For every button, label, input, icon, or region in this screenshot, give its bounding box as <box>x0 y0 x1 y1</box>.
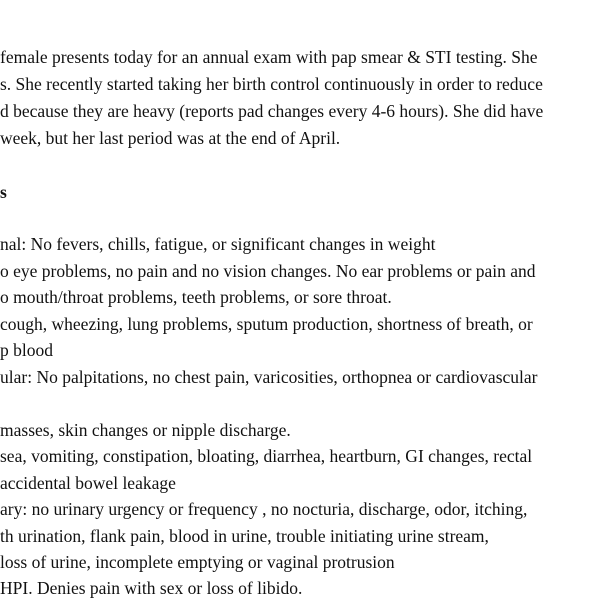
hpi-line: female presents today for an annual exam with pap smear & STI testing. She <box>0 47 538 67</box>
ros-line: HPI. Denies pain with sex or loss of libido. <box>0 578 303 598</box>
ros-line: masses, skin changes or nipple discharge. <box>0 420 291 440</box>
ros-line: ular: No palpitations, no chest pain, varicosities, orthopnea or cardiovascular <box>0 367 538 387</box>
ros-line: sea, vomiting, constipation, bloating, diarrhea, heartburn, GI changes, rectal <box>0 446 533 466</box>
ros-line: o mouth/throat problems, teeth problems, or sore throat. <box>0 287 392 307</box>
hpi-line: d because they are heavy (reports pad changes every 4-6 hours). She did have <box>0 101 544 121</box>
ros-line: ary: no urinary urgency or frequency , no nocturia, discharge, odor, itching, <box>0 499 528 519</box>
ros-line: accidental bowel leakage <box>0 473 176 493</box>
ros-line: th urination, flank pain, blood in urine, trouble initiating urine stream, <box>0 526 489 546</box>
ros-line: o eye problems, no pain and no vision changes. No ear problems or pain and <box>0 261 536 281</box>
ros-heading: s <box>0 182 7 202</box>
ros-line: nal: No fevers, chills, fatigue, or significant changes in weight <box>0 234 436 254</box>
ros-line: loss of urine, incomplete emptying or vaginal protrusion <box>0 552 395 572</box>
hpi-line: week, but her last period was at the end of April. <box>0 128 341 148</box>
ros-line: cough, wheezing, lung problems, sputum production, shortness of breath, or <box>0 314 533 334</box>
hpi-line: s. She recently started taking her birth control continuously in order to reduce <box>0 74 543 94</box>
ros-line: p blood <box>0 340 53 360</box>
